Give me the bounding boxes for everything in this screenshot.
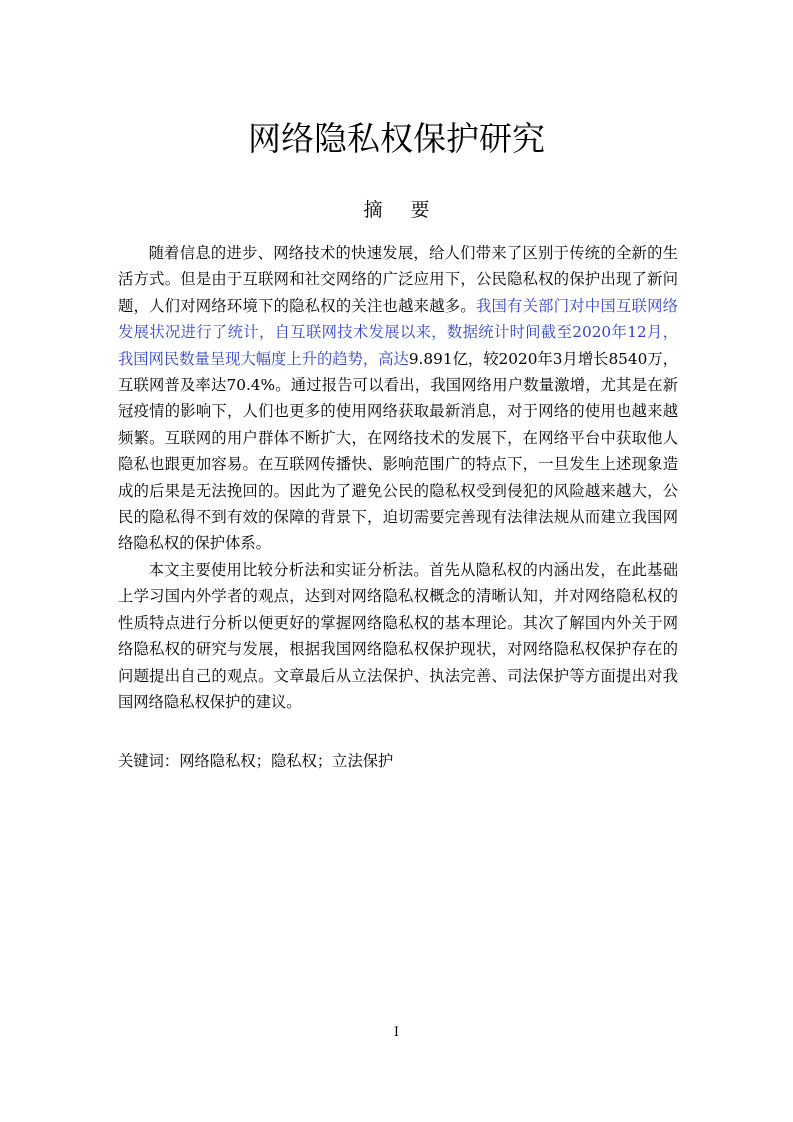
page-number: I (393, 1025, 400, 1040)
paragraph-1-highlighted-text: 我国有关部门对中国互联网络发展状况进行了统计，自互联网技术发展以来，数据统计时间截至2020年12月，我国网民数量呈现大幅度上升的趋势，高达 (118, 296, 678, 368)
keywords-line: 关键词：网络隐私权；隐私权；立法保护 (118, 752, 394, 770)
abstract-paragraph-2: 本文主要使用比较分析法和实证分析法。首先从隐私权的内涵出发，在此基础上学习国内外学者的观点，达到对网络隐私权概念的清晰认知，并对网络隐私权的性质特点进行分析以便更好的掌握网络隐私权的基本理论。其次了解国内外关于网络隐私权的研究与发展，根据我国网络隐私权保护现状，对网络隐私权保护存在的问题提出自己的观点。文章最后从立法保护、执法完善、司法保护等方面提出对我国网络隐私权保护的建议。 (118, 560, 678, 711)
abstract-heading-char-2: 要 (410, 199, 430, 221)
abstract-heading (0, 196, 793, 224)
abstract-paragraph-1 (118, 240, 678, 557)
paragraph-1-text-before: 随着信息的进步、网络技术的快速发展，给人们带来了区别于传统的全新的生活方式。但是由于互联网和社交网络的广泛应用下，公民隐私权的保护出现了新问题，人们对网络环境下的隐私权的关注也越来越多。 (118, 244, 678, 315)
abstract-heading-char-1: 摘 (363, 199, 383, 221)
paragraph-1-text-after: 9.891亿，较2020年3月增长8540万，互联网普及率达70.4%。通过报告可以看出，我国网络用户数量激增，尤其是在新冠疫情的影响下，人们也更多的使用网络获取最新消息，对于网络的使用也越来越频繁。互联网的用户群体不断扩大，在网络技术的发展下，在网络平台中获取他人隐私也跟更加容易。在互联网传播快、影响范围广的特点下，一旦发生上述现象造成的后果是无法挽回的。因此为了避免公民的隐私权受到侵犯的风险越来越大，公民的隐私得不到有效的保障的背景下，迫切需要完善现有法律法规从而建立我国网络隐私权的保护体系。 (118, 349, 678, 553)
abstract-body (118, 240, 678, 715)
document-title: 网络隐私权保护研究 (248, 119, 545, 158)
